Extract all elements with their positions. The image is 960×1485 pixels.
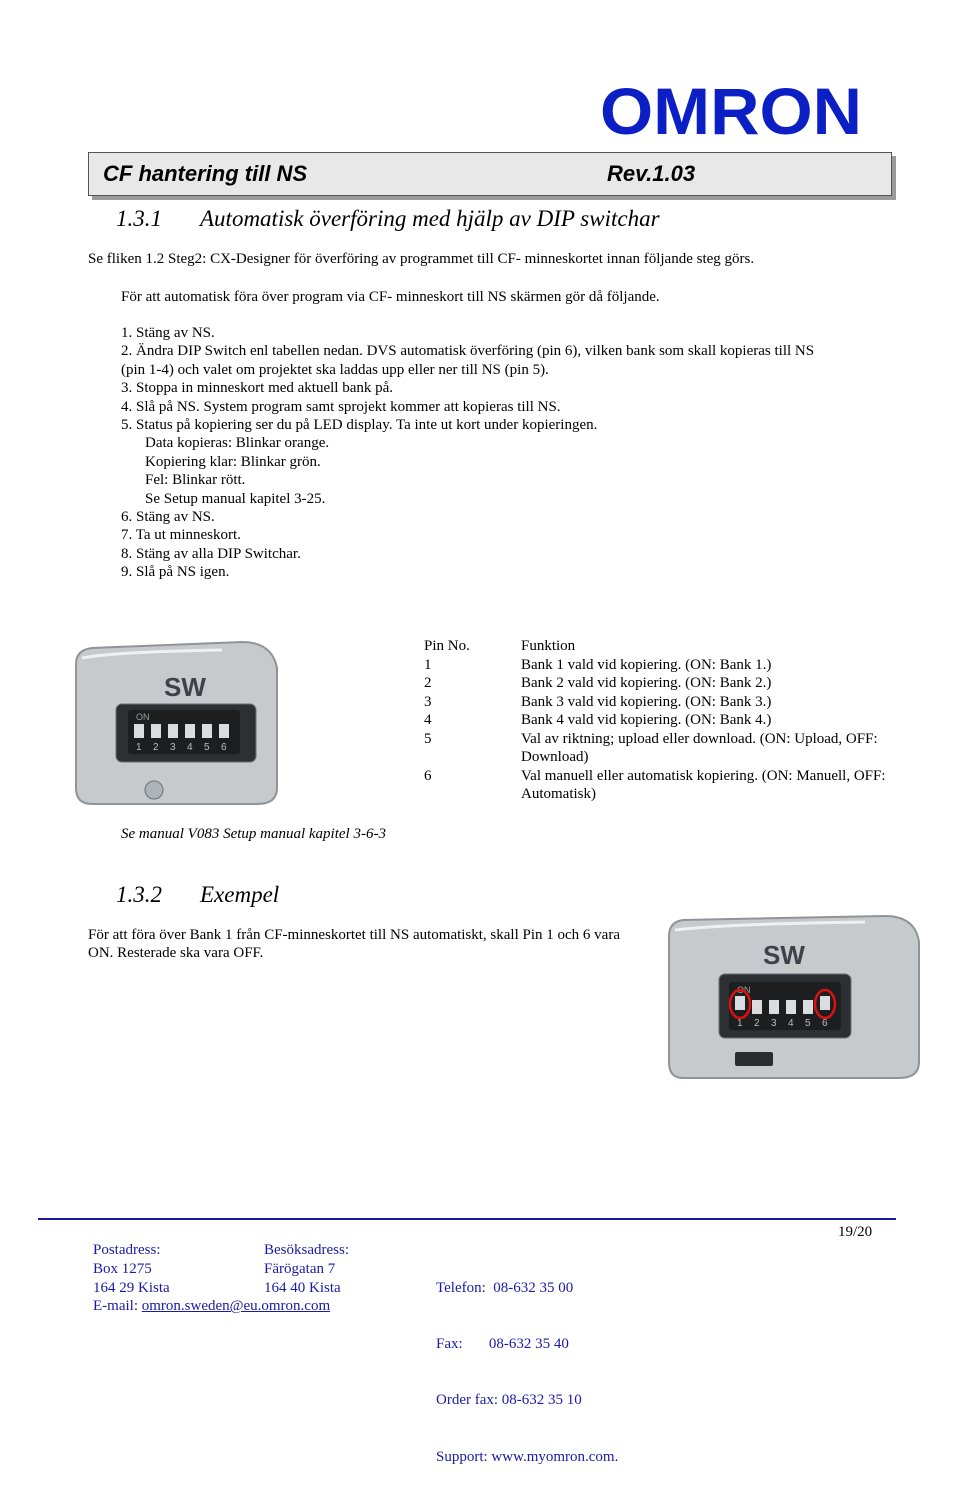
steps-list — [121, 324, 814, 581]
footer-contact — [436, 1241, 618, 1485]
step-item: 1. Stäng av NS. — [121, 325, 215, 341]
intro-paragraph: Se fliken 1.2 Steg2: CX-Designer för överföring av programmet till CF- minneskortet innan följande steg görs. — [88, 251, 755, 267]
sw-label: SW — [164, 672, 206, 702]
pin-label: 6 — [822, 1018, 828, 1029]
function-cell: Val av riktning; upload eller download. (ON: Upload, OFF: Download) — [521, 730, 878, 765]
step-item: 2. Ändra DIP Switch enl tabellen nedan. DVS automatisk överföring (pin 6), vilken bank som skall kopieras till NS — [121, 343, 815, 360]
header-pin: Pin No. — [424, 638, 470, 654]
function-cell: Bank 3 vald vid kopiering. (ON: Bank 3.) — [521, 693, 772, 710]
function-cell: Bank 2 vald vid kopiering. (ON: Bank 2.) — [521, 675, 772, 691]
step-item: 6. Stäng av NS. — [121, 508, 215, 525]
section-title: Automatisk överföring med hjälp av DIP switchar — [200, 206, 660, 231]
document-title: CF hantering till NS — [103, 161, 308, 186]
on-label: ON — [737, 985, 751, 995]
pin-label: 2 — [754, 1018, 760, 1029]
footer-label: Postadress: — [93, 1242, 161, 1258]
substep-item: Kopiering klar: Blinkar grön. — [145, 453, 321, 470]
table-row — [424, 674, 921, 693]
pin-label: 3 — [771, 1018, 777, 1029]
step-item: 5. Status på kopiering ser du på LED display. Ta inte ut kort under kopieringen. — [121, 416, 598, 433]
substep-item: Data kopieras: Blinkar orange. — [145, 435, 330, 452]
step-item: 4. Slå på NS. System program samt sprojekt kommer att kopieras till NS. — [121, 398, 561, 415]
revision-label: Rev.1.03 — [607, 161, 696, 186]
email-link[interactable]: omron.sweden@eu.omron.com — [141, 1298, 331, 1315]
section-number: 1.3.2 — [116, 882, 162, 907]
section-number: 1.3.1 — [116, 206, 162, 231]
step-item: 8. Stäng av alla DIP Switchar. — [121, 545, 301, 562]
substep-item: Fel: Blinkar rött. — [145, 472, 246, 489]
lead-paragraph: För att automatisk föra över program via CF- minneskort till NS skärmen gör då följande. — [121, 289, 660, 305]
pin-cell: 1 — [424, 656, 432, 673]
step-item: 7. Ta ut minneskort. — [121, 527, 241, 544]
footer-text: Order fax: 08-632 35 10 — [436, 1392, 582, 1409]
step-item: 3. Stoppa in minneskort med aktuell bank på. — [121, 380, 394, 397]
dip-switch-example-photo — [665, 912, 925, 1082]
pin-cell: 5 — [424, 730, 432, 747]
pin-label: 3 — [170, 742, 176, 753]
footer-divider — [38, 1218, 896, 1220]
example-paragraph: För att föra över Bank 1 från CF-minneskortet till NS automatiskt, skall Pin 1 och 6 vara ON. Resterade ska vara OFF. — [88, 927, 620, 962]
step-item: (pin 1-4) och valet om projektet ska laddas upp eller ner till NS (pin 5). — [121, 361, 549, 378]
step-item: 9. Slå på NS igen. — [121, 564, 230, 581]
pin-cell: 3 — [424, 693, 432, 710]
function-cell: Bank 1 vald vid kopiering. (ON: Bank 1.) — [521, 656, 772, 673]
brand-text: OMRON — [600, 82, 862, 140]
pin-label: 4 — [187, 742, 193, 753]
pin-label: 4 — [788, 1018, 794, 1029]
on-label: ON — [136, 712, 150, 722]
section-title: Exempel — [200, 882, 280, 907]
footer-text: 164 29 Kista — [93, 1279, 170, 1296]
footer-text: 164 40 Kista — [264, 1279, 341, 1296]
function-cell: Val manuell eller automatisk kopiering. (ON: Manuell, OFF: Automatisk) — [521, 767, 886, 802]
support-link[interactable]: Support: www.myomron.com. — [436, 1448, 619, 1465]
pin-label: 1 — [737, 1018, 743, 1029]
pin-function-table — [424, 637, 921, 804]
pin-label: 6 — [221, 742, 227, 753]
table-row — [424, 656, 921, 675]
table-row — [424, 730, 921, 767]
omron-logo — [600, 82, 864, 140]
pin-cell: 6 — [424, 767, 432, 784]
document-header — [88, 152, 892, 196]
table-row — [424, 767, 921, 804]
page-number: 19/20 — [838, 1224, 873, 1240]
table-row — [424, 711, 921, 730]
footer-visit — [264, 1241, 349, 1297]
sw-label: SW — [763, 940, 805, 970]
pin-cell: 4 — [424, 712, 432, 728]
footer-text: E-mail: — [93, 1298, 142, 1315]
substep-item: Se Setup manual kapitel 3-25. — [145, 490, 326, 507]
pin-label: 1 — [136, 742, 142, 753]
pin-label: 2 — [153, 742, 159, 753]
function-cell: Bank 4 vald vid kopiering. (ON: Bank 4.) — [521, 712, 772, 728]
footer-email-line — [93, 1297, 330, 1316]
footer-text: Telefon: 08-632 35 00 — [436, 1279, 574, 1296]
dip-switch-photo — [72, 638, 282, 808]
table-header-row — [424, 637, 921, 656]
pin-label: 5 — [204, 742, 210, 753]
header-function: Funktion — [521, 638, 576, 654]
table-row — [424, 693, 921, 712]
section-heading-1 — [116, 206, 660, 232]
manual-caption: Se manual V083 Setup manual kapitel 3-6-3 — [121, 826, 386, 842]
footer-label: Besöksadress: — [264, 1242, 349, 1258]
footer-text: Fax: 08-632 35 40 — [436, 1335, 569, 1352]
pin-cell: 2 — [424, 675, 432, 691]
section-heading-2 — [116, 882, 279, 908]
pin-label: 5 — [805, 1018, 811, 1029]
footer-text: Box 1275 — [93, 1260, 152, 1277]
footer-text: Färögatan 7 — [264, 1260, 336, 1277]
